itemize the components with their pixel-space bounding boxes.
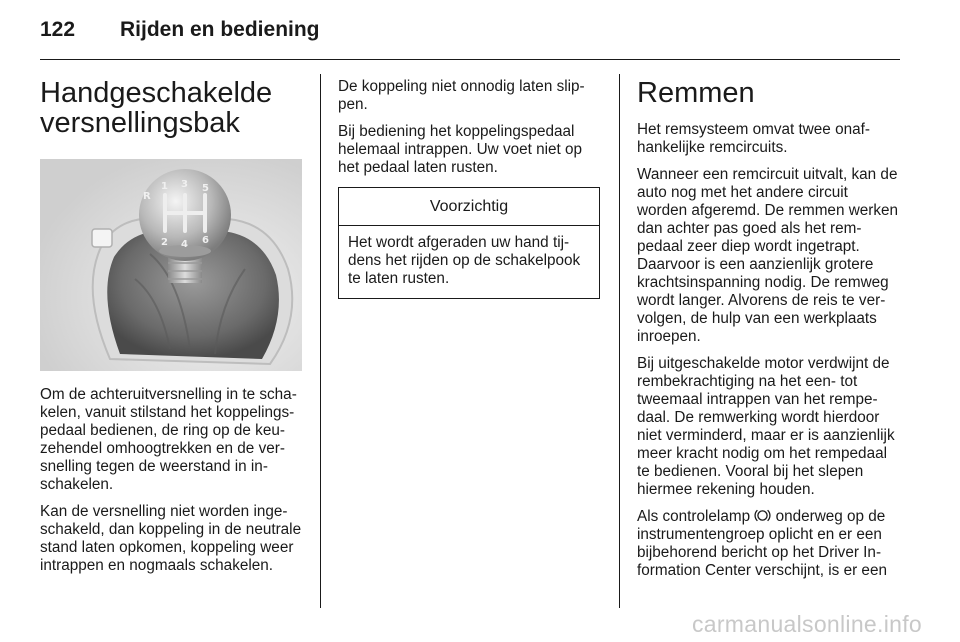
caution-title: Voorzichtig [339, 188, 599, 226]
paragraph-clutch-pedal: Bij bediening het koppelingspedaal helemaal intrappen. Uw voet niet op het pedaal laten rusten. [338, 123, 583, 176]
paragraph-clutch-slip: De koppeling niet onnodig laten slippen. [338, 78, 585, 113]
warning-lamp-text-before: Als controlelamp [637, 508, 755, 525]
paragraph-warning-lamp [637, 508, 901, 580]
column-divider-2 [619, 74, 620, 608]
caution-box [338, 187, 600, 299]
section-title: Rijden en bediening [120, 18, 320, 41]
watermark: carmanualsonline.info [691, 611, 922, 637]
page-header [40, 18, 920, 54]
gear-label-2: 2 [161, 237, 168, 248]
page-number: 122 [40, 18, 76, 41]
gear-label-r: R [143, 191, 151, 202]
gear-label-6: 6 [202, 235, 209, 246]
column-left [40, 78, 304, 584]
gear-label-4: 4 [181, 239, 188, 250]
paragraph-engine-off: Bij uitgeschakelde motor verdwijnt de rembekrachtiging na het een- tot tweemaal intrappen van het rempedaal. De remwerking wordt hierdoor niet verminderd, maar er is aanzienlijk meer kracht nodig om het rempedaal te bedienen. Vooral bij het slepen hiermee rekening houden. [637, 355, 895, 498]
paragraph-brake-circuit-failure: Wanneer een remcircuit uitvalt, kan de auto nog met het andere circuit worden afgeremd. De remmen werken dan achter pas goed als het rempedaal zeer diep wordt ingetrapt. Daarvoor is een aanzienlijk grotere krachtsinspanning nodig. De remweg wordt langer. Alvorens de reis te vervolgen, de hulp van een werkplaats inroepen. [637, 166, 899, 345]
caution-text: Het wordt afgeraden uw hand tijdens het rijden op de schakelpook te laten rusten. [348, 234, 581, 287]
heading-manual-gearbox: Handgeschakelde versnellingsbak [40, 77, 273, 139]
gear-label-5: 5 [202, 183, 209, 194]
caution-body [339, 226, 599, 298]
paragraph-brake-system: Het remsysteem omvat twee onafhankelijke remcircuits. [637, 121, 870, 156]
paragraph-reverse-gear: Om de achteruitversnelling in te schakelen, vanuit stilstand het koppelingspedaal bedienen, de ring op de keuzehendel omhoogtrekken en de versnelling tegen de weerstand in inschakelen. [40, 386, 297, 493]
gear-shift-figure [40, 159, 302, 371]
gear-label-1: 1 [161, 181, 168, 192]
header-rule [40, 59, 900, 60]
column-right [637, 78, 901, 589]
gear-label-3: 3 [181, 179, 188, 190]
column-middle [338, 78, 600, 299]
column-divider-1 [320, 74, 321, 608]
warning-lamp-text-after: onderweg op de instrumentengroep oplicht en er een bijbehorend bericht op het Driver Information Center verschijnt, is er een [637, 508, 887, 579]
paragraph-gear-not-engaged: Kan de versnelling niet worden ingeschakeld, dan koppeling in de neutrale stand laten opkomen, koppeling weer intrappen en nogmaals schakelen. [40, 503, 302, 574]
brake-warning-lamp-icon [754, 508, 771, 523]
gear-shift-knob-image [40, 159, 302, 371]
heading-brakes: Remmen [637, 77, 755, 109]
